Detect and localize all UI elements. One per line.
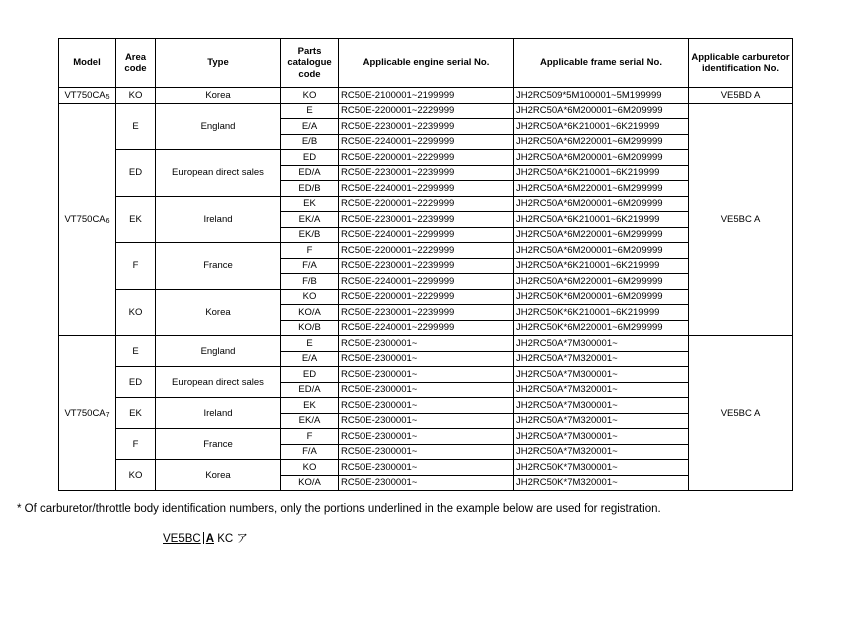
header-parts-catalogue-code: Parts catalogue code [281, 39, 339, 88]
frame-serial-cell: JH2RC50A*6K210001~6K219999 [514, 258, 689, 274]
engine-serial-cell: RC50E-2200001~2229999 [339, 289, 514, 305]
frame-serial-cell: JH2RC50A*6M200001~6M209999 [514, 243, 689, 259]
model-name: VT750CA [64, 407, 106, 419]
frame-serial-cell: JH2RC50A*6M200001~6M209999 [514, 196, 689, 212]
footnote: * Of carburetor/throttle body identification numbers, only the portions underlined in the example below are used for registration. [17, 503, 661, 515]
area-code-cell: ED [116, 150, 156, 197]
type-cell: Korea [156, 289, 281, 336]
engine-serial-cell: RC50E-2240001~2299999 [339, 274, 514, 290]
model-name: VT750CA [64, 89, 106, 101]
parts-code-cell: F/B [281, 274, 339, 290]
parts-code-cell: EK/B [281, 227, 339, 243]
type-cell: France [156, 243, 281, 290]
engine-serial-cell: RC50E-2240001~2299999 [339, 227, 514, 243]
area-code-cell: E [116, 103, 156, 150]
header-engine-serial: Applicable engine serial No. [339, 39, 514, 88]
table-row [59, 336, 793, 352]
example-id-part2: A [205, 533, 215, 545]
table-row [59, 103, 793, 119]
parts-code-cell: ED [281, 367, 339, 383]
engine-serial-cell: RC50E-2200001~2229999 [339, 103, 514, 119]
table-row [59, 460, 793, 476]
area-code-cell: KO [116, 88, 156, 104]
engine-serial-cell: RC50E-2200001~2229999 [339, 243, 514, 259]
area-code-cell: EK [116, 398, 156, 429]
carburetor-id-cell: VE5BD A [689, 88, 793, 104]
model-year-subscript: 7 [105, 411, 110, 419]
frame-serial-cell: JH2RC50A*6M200001~6M209999 [514, 150, 689, 166]
engine-serial-cell: RC50E-2200001~2229999 [339, 150, 514, 166]
model-cell [59, 103, 116, 336]
parts-code-cell: E/A [281, 351, 339, 367]
frame-serial-cell: JH2RC50A*7M300001~ [514, 398, 689, 414]
frame-serial-cell: JH2RC50A*6M200001~6M209999 [514, 103, 689, 119]
header-type: Type [156, 39, 281, 88]
carburetor-id-cell: VE5BC A [689, 336, 793, 491]
type-cell: European direct sales [156, 150, 281, 197]
header-frame-serial: Applicable frame serial No. [514, 39, 689, 88]
frame-serial-cell: JH2RC50A*6K210001~6K219999 [514, 165, 689, 181]
parts-code-cell: F [281, 243, 339, 259]
model-cell [59, 336, 116, 491]
table-row [59, 367, 793, 383]
engine-serial-cell: RC50E-2230001~2239999 [339, 212, 514, 228]
frame-serial-cell: JH2RC50A*7M300001~ [514, 429, 689, 445]
parts-code-cell: E [281, 336, 339, 352]
type-cell: Korea [156, 460, 281, 491]
frame-serial-cell: JH2RC50K*6M200001~6M209999 [514, 289, 689, 305]
type-cell: France [156, 429, 281, 460]
parts-code-cell: EK/A [281, 413, 339, 429]
engine-serial-cell: RC50E-2240001~2299999 [339, 181, 514, 197]
parts-code-cell: F/A [281, 444, 339, 460]
frame-serial-cell: JH2RC50K*7M300001~ [514, 460, 689, 476]
table-row [59, 150, 793, 166]
frame-serial-cell: JH2RC50A*7M300001~ [514, 367, 689, 383]
carburetor-id-cell: VE5BC A [689, 103, 793, 336]
frame-serial-cell: JH2RC50A*6M220001~6M299999 [514, 134, 689, 150]
type-cell: Korea [156, 88, 281, 104]
type-cell: England [156, 103, 281, 150]
frame-serial-cell: JH2RC50A*6K210001~6K219999 [514, 212, 689, 228]
parts-code-cell: EK [281, 398, 339, 414]
frame-serial-cell: JH2RC50K*6K210001~6K219999 [514, 305, 689, 321]
parts-code-cell: E [281, 103, 339, 119]
engine-serial-cell: RC50E-2230001~2239999 [339, 165, 514, 181]
table-row [59, 88, 793, 104]
parts-code-cell: KO [281, 88, 339, 104]
engine-serial-cell: RC50E-2300001~ [339, 367, 514, 383]
frame-serial-cell: JH2RC509*5M100001~5M199999 [514, 88, 689, 104]
parts-code-cell: KO [281, 460, 339, 476]
engine-serial-cell: RC50E-2300001~ [339, 398, 514, 414]
frame-serial-cell: JH2RC50A*6K210001~6K219999 [514, 119, 689, 135]
frame-serial-cell: JH2RC50A*7M320001~ [514, 413, 689, 429]
table-row [59, 289, 793, 305]
type-cell: England [156, 336, 281, 367]
parts-code-cell: KO/A [281, 305, 339, 321]
engine-serial-cell: RC50E-2300001~ [339, 460, 514, 476]
engine-serial-cell: RC50E-2300001~ [339, 429, 514, 445]
parts-code-cell: ED/A [281, 165, 339, 181]
frame-serial-cell: JH2RC50A*7M320001~ [514, 351, 689, 367]
engine-serial-cell: RC50E-2300001~ [339, 413, 514, 429]
parts-code-cell: KO/A [281, 475, 339, 491]
parts-code-cell: EK [281, 196, 339, 212]
header-model: Model [59, 39, 116, 88]
model-year-subscript: 5 [105, 93, 110, 101]
area-code-cell: ED [116, 367, 156, 398]
parts-code-cell: ED [281, 150, 339, 166]
engine-serial-cell: RC50E-2300001~ [339, 336, 514, 352]
engine-serial-cell: RC50E-2100001~2199999 [339, 88, 514, 104]
parts-code-cell: F [281, 429, 339, 445]
table-row [59, 429, 793, 445]
frame-serial-cell: JH2RC50A*7M300001~ [514, 336, 689, 352]
engine-serial-cell: RC50E-2230001~2239999 [339, 258, 514, 274]
engine-serial-cell: RC50E-2300001~ [339, 444, 514, 460]
frame-serial-cell: JH2RC50A*6M220001~6M299999 [514, 227, 689, 243]
example-separator [203, 532, 204, 544]
parts-code-cell: EK/A [281, 212, 339, 228]
model-cell [59, 88, 116, 104]
engine-serial-cell: RC50E-2230001~2239999 [339, 119, 514, 135]
example-id-part1: VE5BC [163, 533, 201, 545]
carburetor-id-example [163, 530, 248, 546]
engine-serial-cell: RC50E-2240001~2299999 [339, 320, 514, 336]
engine-serial-cell: RC50E-2300001~ [339, 351, 514, 367]
engine-serial-cell: RC50E-2230001~2239999 [339, 305, 514, 321]
parts-code-cell: F/A [281, 258, 339, 274]
parts-code-cell: ED/A [281, 382, 339, 398]
table-row [59, 243, 793, 259]
frame-serial-cell: JH2RC50A*6M220001~6M299999 [514, 181, 689, 197]
engine-serial-cell: RC50E-2240001~2299999 [339, 134, 514, 150]
engine-serial-cell: RC50E-2300001~ [339, 382, 514, 398]
area-code-cell: KO [116, 460, 156, 491]
type-cell: European direct sales [156, 367, 281, 398]
table-row [59, 398, 793, 414]
area-code-cell: F [116, 429, 156, 460]
table-header-row [59, 39, 793, 88]
type-cell: Ireland [156, 398, 281, 429]
parts-code-cell: E/B [281, 134, 339, 150]
type-cell: Ireland [156, 196, 281, 243]
frame-serial-cell: JH2RC50A*7M320001~ [514, 382, 689, 398]
engine-serial-cell: RC50E-2200001~2229999 [339, 196, 514, 212]
model-name: VT750CA [64, 213, 106, 225]
frame-serial-cell: JH2RC50K*6M220001~6M299999 [514, 320, 689, 336]
table-body [59, 88, 793, 491]
parts-code-cell: ED/B [281, 181, 339, 197]
frame-serial-cell: JH2RC50A*6M220001~6M299999 [514, 274, 689, 290]
table-row [59, 196, 793, 212]
area-code-cell: EK [116, 196, 156, 243]
header-area-code: Area code [116, 39, 156, 88]
model-year-subscript: 6 [105, 217, 110, 225]
example-id-part3: KC [217, 533, 234, 545]
parts-code-cell: KO/B [281, 320, 339, 336]
serial-number-table [58, 38, 793, 491]
area-code-cell: E [116, 336, 156, 367]
header-carburetor-id: Applicable carburetor identification No. [689, 39, 793, 88]
frame-serial-cell: JH2RC50K*7M320001~ [514, 475, 689, 491]
area-code-cell: KO [116, 289, 156, 336]
engine-serial-cell: RC50E-2300001~ [339, 475, 514, 491]
parts-code-cell: E/A [281, 119, 339, 135]
area-code-cell: F [116, 243, 156, 290]
frame-serial-cell: JH2RC50A*7M320001~ [514, 444, 689, 460]
example-id-part4: ア [236, 533, 248, 545]
parts-code-cell: KO [281, 289, 339, 305]
